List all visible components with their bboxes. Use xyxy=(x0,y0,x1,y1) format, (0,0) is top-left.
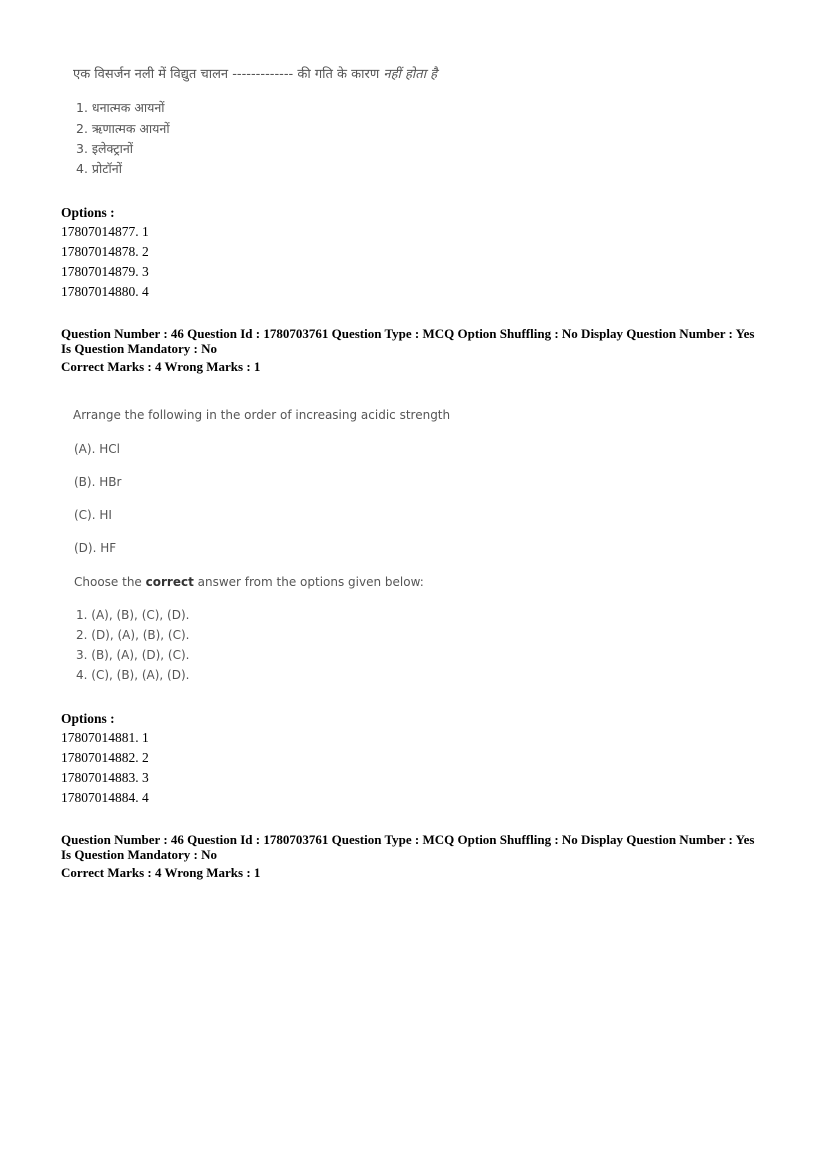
option-item: 17807014881. 1 xyxy=(61,730,149,745)
question-2-choice-4: 4. (C), (B), (A), (D). xyxy=(76,668,190,682)
question-1-choice-2: 2. ऋणात्मक आयनों xyxy=(76,121,170,136)
question-1-stem xyxy=(73,68,437,83)
question-1-stem-text: एक विसर्जन नली में विद्युत चालन ------------- की गति के कारण xyxy=(73,67,380,82)
option-item: 17807014877. 1 xyxy=(61,224,149,239)
options-label: Options : xyxy=(61,205,115,220)
question-2-item-c: (C). HI xyxy=(74,508,112,522)
question-2-item-b: (B). HBr xyxy=(74,475,122,489)
question-1-choice-1: 1. धनात्मक आयनों xyxy=(76,100,165,115)
question-mandatory-line: Is Question Mandatory : No xyxy=(61,847,218,862)
question-2-stem: Arrange the following in the order of increasing acidic strength xyxy=(73,408,451,422)
question-1-choice-4: 4. प्रोटॉनों xyxy=(76,161,122,176)
marks-line: Correct Marks : 4 Wrong Marks : 1 xyxy=(61,865,261,880)
option-item: 17807014879. 3 xyxy=(61,264,149,279)
question-2-choice-3: 3. (B), (A), (D), (C). xyxy=(76,648,190,662)
instruction-suffix: answer from the options given below: xyxy=(193,575,424,589)
marks-line: Correct Marks : 4 Wrong Marks : 1 xyxy=(61,359,261,374)
question-meta-line: Question Number : 46 Question Id : 1780703761 Question Type : MCQ Option Shuffling : No Display Question Number : Yes xyxy=(61,326,755,341)
question-2-choice-1: 1. (A), (B), (C), (D). xyxy=(76,608,190,622)
option-item: 17807014883. 3 xyxy=(61,770,149,785)
option-item: 17807014884. 4 xyxy=(61,790,149,805)
question-2-choice-2: 2. (D), (A), (B), (C). xyxy=(76,628,190,642)
option-item: 17807014882. 2 xyxy=(61,750,149,765)
question-1-choice-3: 3. इलेक्ट्रानों xyxy=(76,141,134,156)
question-meta-line: Question Number : 46 Question Id : 1780703761 Question Type : MCQ Option Shuffling : No Display Question Number : Yes xyxy=(61,832,755,847)
instruction-bold: correct xyxy=(145,575,194,589)
instruction-prefix: Choose the xyxy=(74,575,146,589)
option-item: 17807014878. 2 xyxy=(61,244,149,259)
question-1-stem-emphasis: नहीं होता है xyxy=(383,67,438,82)
options-label: Options : xyxy=(61,711,115,726)
question-2-item-d: (D). HF xyxy=(74,541,117,555)
option-item: 17807014880. 4 xyxy=(61,284,149,299)
question-2-instruction xyxy=(74,576,424,590)
question-2-item-a: (A). HCl xyxy=(74,442,120,456)
question-mandatory-line: Is Question Mandatory : No xyxy=(61,341,218,356)
